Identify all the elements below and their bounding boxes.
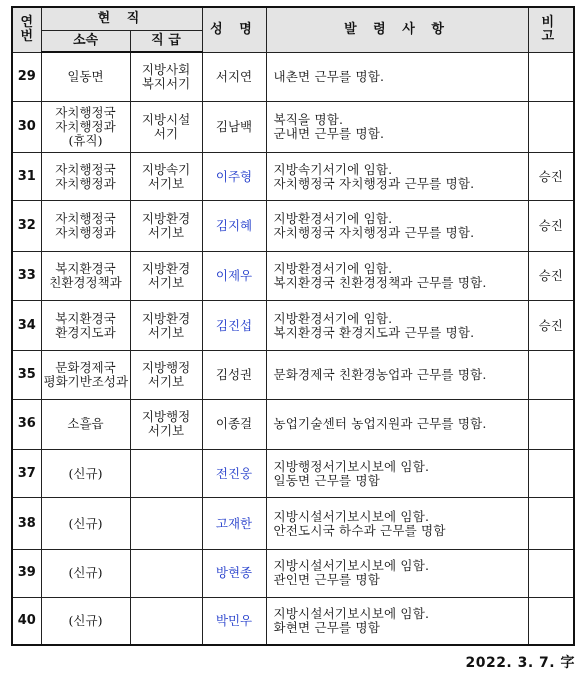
department-cell: 자치행정국 자치행정과	[41, 201, 130, 251]
table-row	[12, 450, 574, 498]
issue-date: 2022. 3. 7. 字	[465, 655, 575, 671]
appointment-detail-cell: 지방환경서기에 임함. 자치행정국 자치행정과 근무를 명함.	[266, 201, 528, 251]
note-cell	[528, 598, 574, 645]
name-cell: 고재한	[202, 498, 266, 549]
note-cell	[528, 101, 574, 152]
note-cell	[528, 450, 574, 498]
appointment-detail-cell: 문화경제국 친환경농업과 근무를 명함.	[266, 351, 528, 399]
serial-number-cell: 34	[12, 301, 41, 351]
note-cell	[528, 351, 574, 399]
note-cell: 승진	[528, 201, 574, 251]
department-cell: 자치행정국 자치행정과 (휴직)	[41, 101, 130, 152]
rank-cell: 지방행정 서기보	[130, 399, 202, 449]
department-cell: (신규)	[41, 598, 130, 645]
table-row	[12, 399, 574, 449]
note-cell	[528, 399, 574, 449]
name-cell: 서지연	[202, 52, 266, 101]
serial-number-cell: 39	[12, 549, 41, 597]
header-appointment-detail: 발 령 사 항	[266, 7, 528, 52]
note-cell: 승진	[528, 251, 574, 300]
name-cell: 김성권	[202, 351, 266, 399]
table-row	[12, 201, 574, 251]
name-cell: 박민우	[202, 598, 266, 645]
department-cell: 문화경제국 평화기반조성과	[41, 351, 130, 399]
serial-number-cell: 30	[12, 101, 41, 152]
department-cell: (신규)	[41, 549, 130, 597]
rank-cell	[130, 498, 202, 549]
rank-cell: 지방환경 서기보	[130, 301, 202, 351]
serial-number-cell: 35	[12, 351, 41, 399]
table-body	[12, 52, 574, 645]
note-cell	[528, 52, 574, 101]
table-row	[12, 351, 574, 399]
name-cell: 방현종	[202, 549, 266, 597]
name-cell: 김지혜	[202, 201, 266, 251]
rank-cell	[130, 450, 202, 498]
name-cell: 이제우	[202, 251, 266, 300]
appointment-detail-cell: 지방행정서기보시보에 임함. 일동면 근무를 명함	[266, 450, 528, 498]
table-row	[12, 598, 574, 645]
department-cell: 복지환경국 친환경정책과	[41, 251, 130, 300]
header-note: 비 고	[528, 7, 574, 52]
department-cell: 복지환경국 환경지도과	[41, 301, 130, 351]
appointment-detail-cell: 지방환경서기에 임함. 복지환경국 친환경정책과 근무를 명함.	[266, 251, 528, 300]
note-cell	[528, 549, 574, 597]
header-serial-number: 연 번	[12, 7, 41, 52]
appointment-detail-cell: 지방시설서기보시보에 임함. 관인면 근무를 명함	[266, 549, 528, 597]
appointment-detail-cell: 지방환경서기에 임함. 복지환경국 환경지도과 근무를 명함.	[266, 301, 528, 351]
header-department: 소속	[41, 30, 130, 52]
serial-number-cell: 37	[12, 450, 41, 498]
note-cell: 승진	[528, 301, 574, 351]
note-cell: 승진	[528, 153, 574, 201]
header-name: 성 명	[202, 7, 266, 52]
serial-number-cell: 38	[12, 498, 41, 549]
table-row	[12, 251, 574, 300]
appointment-table	[11, 6, 575, 646]
table-row	[12, 52, 574, 101]
rank-cell: 지방속기 서기보	[130, 153, 202, 201]
header-current-position: 현 직	[41, 7, 202, 30]
rank-cell: 지방사회 복지서기	[130, 52, 202, 101]
appointment-detail-cell: 지방시설서기보시보에 임함. 안전도시국 하수과 근무를 명함	[266, 498, 528, 549]
department-cell: 자치행정국 자치행정과	[41, 153, 130, 201]
name-cell: 김남백	[202, 101, 266, 152]
serial-number-cell: 32	[12, 201, 41, 251]
table-row	[12, 549, 574, 597]
name-cell: 전진웅	[202, 450, 266, 498]
table-row	[12, 101, 574, 152]
serial-number-cell: 29	[12, 52, 41, 101]
appointment-detail-cell: 내촌면 근무를 명함.	[266, 52, 528, 101]
department-cell: (신규)	[41, 498, 130, 549]
serial-number-cell: 40	[12, 598, 41, 645]
serial-number-cell: 31	[12, 153, 41, 201]
serial-number-cell: 33	[12, 251, 41, 300]
table-row	[12, 153, 574, 201]
rank-cell	[130, 549, 202, 597]
name-cell: 이종걸	[202, 399, 266, 449]
rank-cell: 지방시설 서기	[130, 101, 202, 152]
rank-cell: 지방환경 서기보	[130, 201, 202, 251]
name-cell: 이주형	[202, 153, 266, 201]
rank-cell: 지방환경 서기보	[130, 251, 202, 300]
name-cell: 김진섭	[202, 301, 266, 351]
department-cell: (신규)	[41, 450, 130, 498]
appointment-detail-cell: 지방시설서기보시보에 임함. 화현면 근무를 명함	[266, 598, 528, 645]
appointment-detail-cell: 복직을 명함. 군내면 근무를 명함.	[266, 101, 528, 152]
table-row	[12, 301, 574, 351]
note-cell	[528, 498, 574, 549]
department-cell: 소흘읍	[41, 399, 130, 449]
header-rank: 직 급	[130, 30, 202, 52]
rank-cell	[130, 598, 202, 645]
department-cell: 일동면	[41, 52, 130, 101]
appointment-detail-cell: 지방속기서기에 임함. 자치행정국 자치행정과 근무를 명함.	[266, 153, 528, 201]
rank-cell: 지방행정 서기보	[130, 351, 202, 399]
appointment-detail-cell: 농업기술센터 농업지원과 근무를 명함.	[266, 399, 528, 449]
table-row	[12, 498, 574, 549]
serial-number-cell: 36	[12, 399, 41, 449]
